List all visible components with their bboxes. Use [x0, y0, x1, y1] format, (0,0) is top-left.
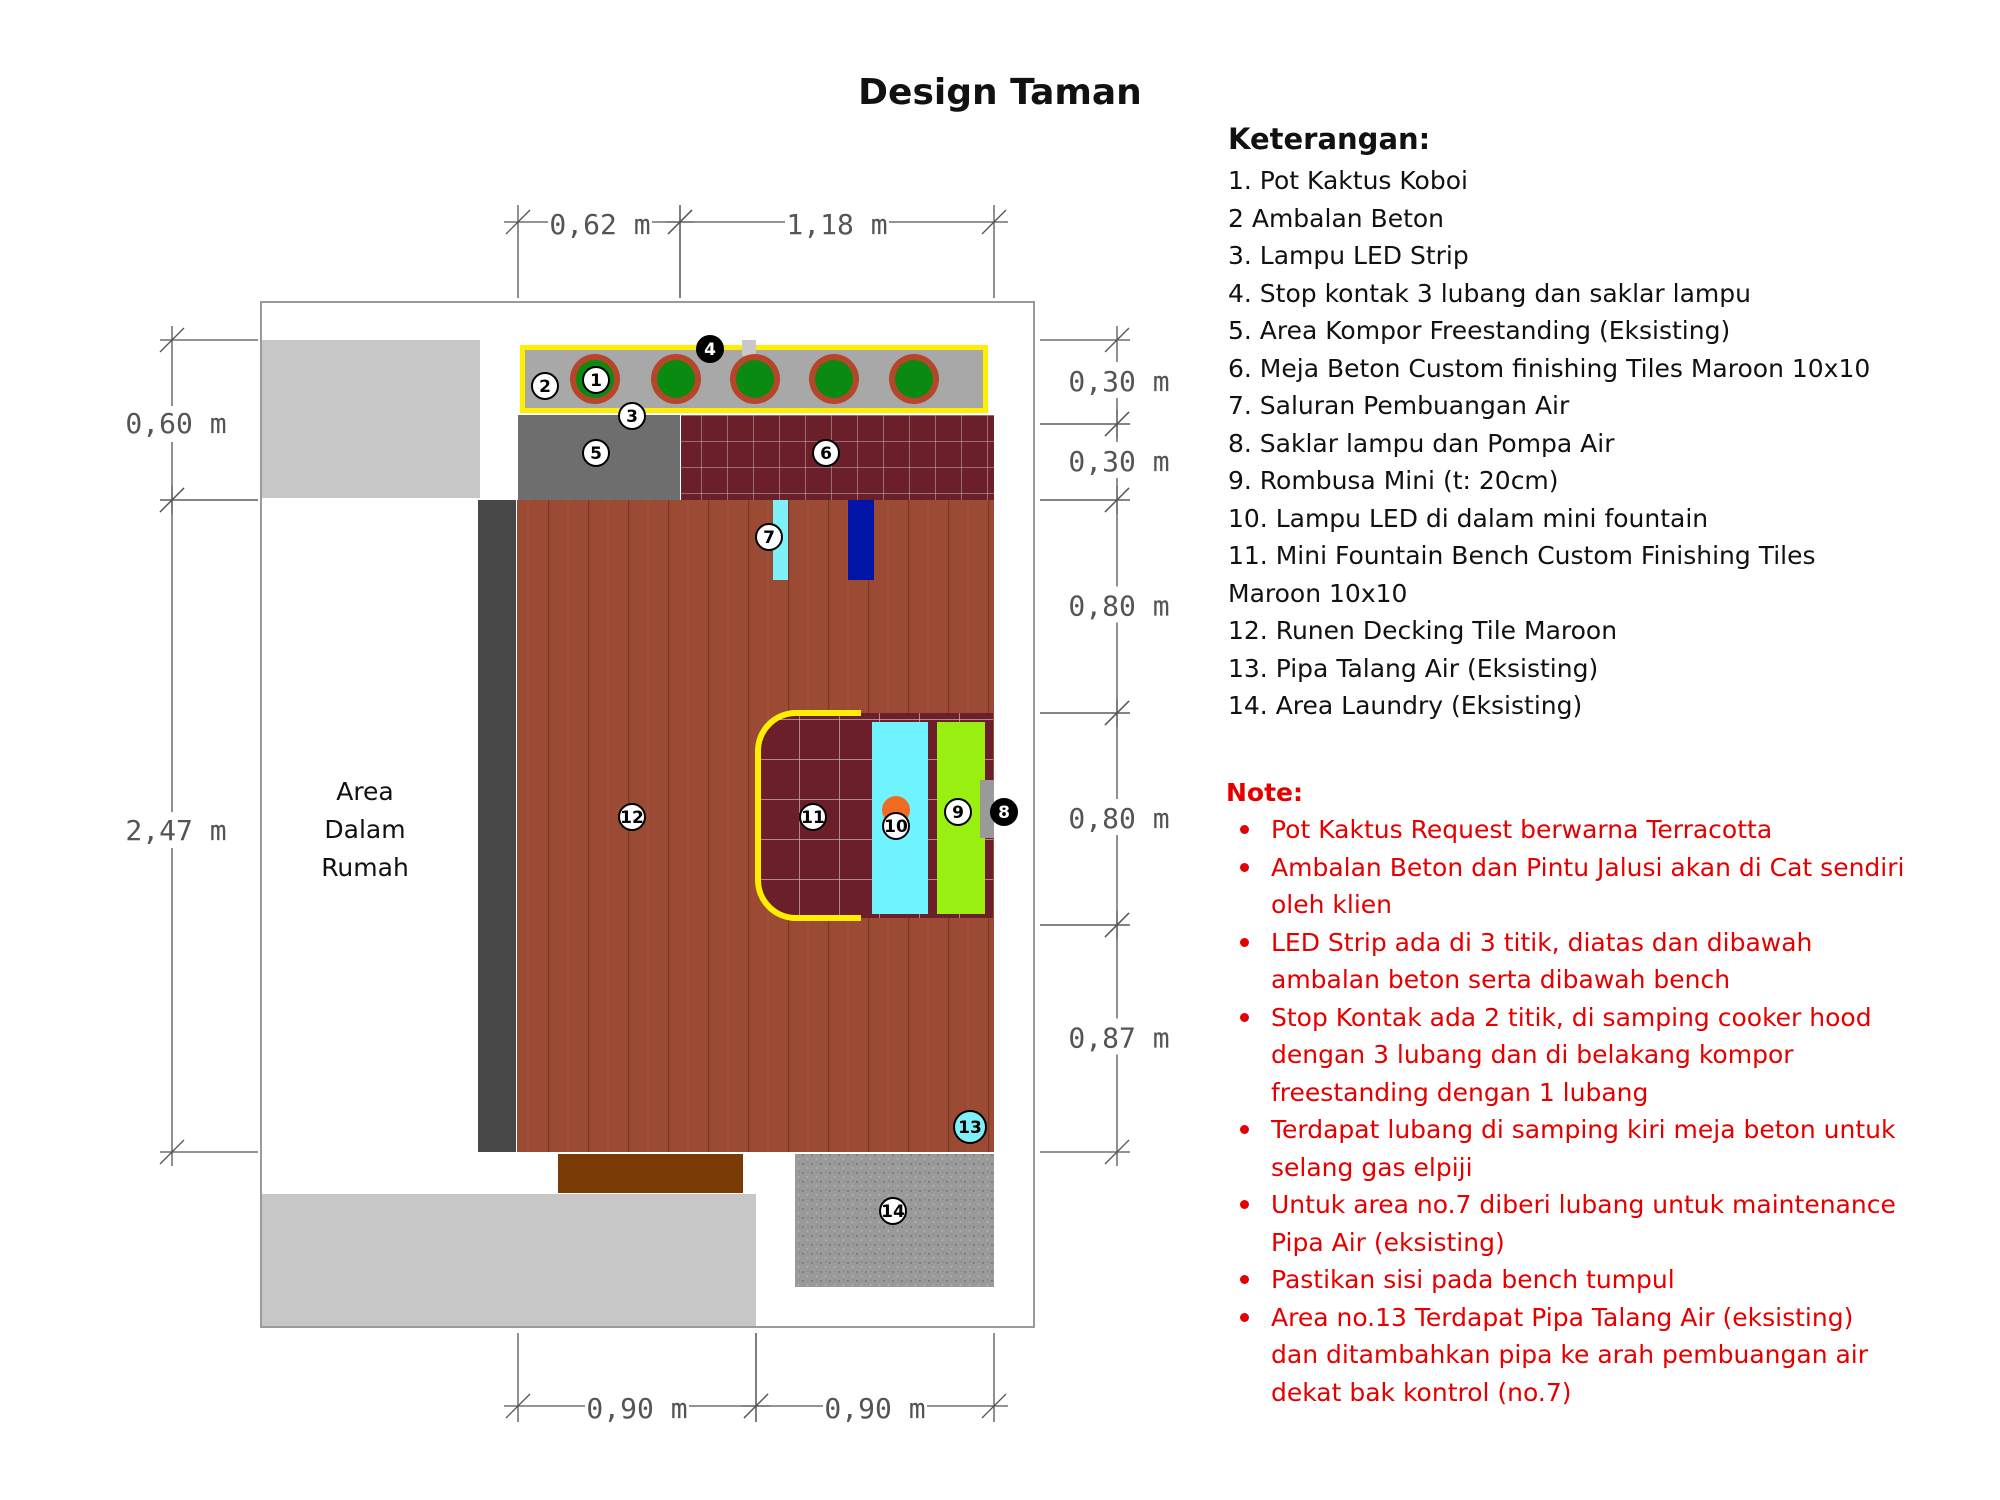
marker-number: 6 [820, 444, 832, 464]
area-label-line: Rumah [321, 853, 409, 882]
dimension-label: 0,60 m [125, 407, 227, 440]
note-item: Ambalan Beton dan Pintu Jalusi akan di Cat sendiri oleh klien [1226, 849, 1906, 924]
marker-number: 9 [952, 803, 964, 823]
legend-item: 5. Area Kompor Freestanding (Eksisting) [1228, 316, 1731, 345]
legend-panel [1228, 122, 1948, 725]
area-label-line: Dalam [324, 815, 406, 844]
legend-item: 2 Ambalan Beton [1228, 203, 1445, 233]
legend-item: 3. Lampu LED Strip [1228, 241, 1469, 270]
note-item: Pastikan sisi pada bench tumpul [1226, 1261, 1906, 1299]
marker-1 [583, 367, 609, 393]
legend-item: 12. Runen Decking Tile Maroon [1228, 616, 1618, 645]
cactus-pot [889, 354, 939, 404]
area-label-line: Area [336, 777, 394, 806]
legend-item: 13. Pipa Talang Air (Eksisting) [1228, 653, 1599, 683]
marker-number: 5 [590, 444, 602, 464]
dimension-label: 0,87 m [1068, 1021, 1170, 1055]
marker-3 [619, 403, 645, 429]
note-heading: Note: [1226, 778, 1304, 807]
marker-10 [883, 813, 909, 839]
marker-number: 10 [884, 817, 908, 837]
marker-9 [945, 799, 971, 825]
page-title: Design Taman [858, 72, 1142, 113]
marker-number: 12 [620, 808, 644, 828]
dimension-label: 0,30 m [1068, 445, 1170, 478]
dimension-label: 0,62 m [549, 208, 651, 241]
legend-item: 11. Mini Fountain Bench Custom Finishing Tiles Maroon 10x10 [1228, 541, 1816, 608]
marker-number: 7 [763, 528, 775, 548]
brown-threshold [558, 1154, 743, 1193]
legend-item: 4. Stop kontak 3 lubang dan saklar lampu [1228, 278, 1751, 308]
concrete-slab-bottom-left [262, 1194, 756, 1326]
marker-number: 8 [998, 803, 1010, 823]
legend-item: 7. Saluran Pembuangan Air [1228, 391, 1570, 420]
cactus-pot [730, 354, 780, 404]
dimension-label: 0,90 m [824, 1392, 926, 1425]
marker-4 [697, 336, 723, 362]
dimension-label: 0,90 m [586, 1392, 688, 1425]
legend-heading: Keterangan: [1228, 122, 1431, 156]
marker-11 [800, 804, 826, 830]
cactus-pot [651, 354, 701, 404]
note-item: Pot Kaktus Request berwarna Terracotta [1226, 811, 1906, 849]
legend-item: 8. Saklar lampu dan Pompa Air [1228, 428, 1615, 458]
marker-6 [813, 440, 839, 466]
legend-item: 6. Meja Beton Custom finishing Tiles Maroon 10x10 [1228, 353, 1871, 383]
dark-wall [478, 500, 516, 1152]
dimension-label: 0,80 m [1068, 589, 1170, 623]
marker-number: 3 [626, 407, 638, 427]
dimension-label: 0,30 m [1068, 365, 1170, 398]
legend-item: 10. Lampu LED di dalam mini fountain [1228, 503, 1709, 533]
concrete-slab-top-left [262, 340, 480, 498]
area-dalam-rumah [262, 500, 476, 1152]
marker-2 [532, 373, 558, 399]
dimension-label: 0,80 m [1068, 802, 1170, 835]
legend-item: 1. Pot Kaktus Koboi [1228, 166, 1468, 195]
note-item: LED Strip ada di 3 titik, diatas dan dibawah ambalan beton serta dibawah bench [1226, 924, 1906, 999]
marker-7 [756, 524, 782, 550]
cactus-pot [809, 354, 859, 404]
marker-12 [619, 804, 645, 830]
note-item: Area no.13 Terdapat Pipa Talang Air (eksisting) dan ditambahkan pipa ke arah pembuangan air dekat bak kontrol (no.7) [1226, 1299, 1906, 1412]
marker-14 [880, 1198, 906, 1224]
marker-8 [991, 799, 1017, 825]
legend-item: 9. Rombusa Mini (t: 20cm) [1228, 466, 1559, 495]
note-list [1226, 811, 1906, 1411]
dimension-label: 2,47 m [125, 814, 227, 847]
marker-number: 2 [539, 377, 551, 397]
note-item: Stop Kontak ada 2 titik, di samping cooker hood dengan 3 lubang dan di belakang kompor freestanding dengan 1 lubang [1226, 999, 1906, 1112]
marker-5 [583, 440, 609, 466]
marker-number: 1 [590, 371, 602, 391]
marker-number: 11 [801, 808, 825, 828]
marker-13 [954, 1111, 986, 1143]
blue-block [848, 500, 874, 580]
note-item: Untuk area no.7 diberi lubang untuk maintenance Pipa Air (eksisting) [1226, 1186, 1906, 1261]
marker-number: 14 [881, 1202, 905, 1222]
marker-number: 4 [704, 340, 716, 360]
legend-item: 14. Area Laundry (Eksisting) [1228, 691, 1583, 720]
note-item: Terdapat lubang di samping kiri meja beton untuk selang gas elpiji [1226, 1111, 1906, 1186]
marker-number: 13 [958, 1118, 982, 1138]
note-panel [1226, 774, 1906, 1411]
dimension-label: 1,18 m [786, 208, 888, 241]
